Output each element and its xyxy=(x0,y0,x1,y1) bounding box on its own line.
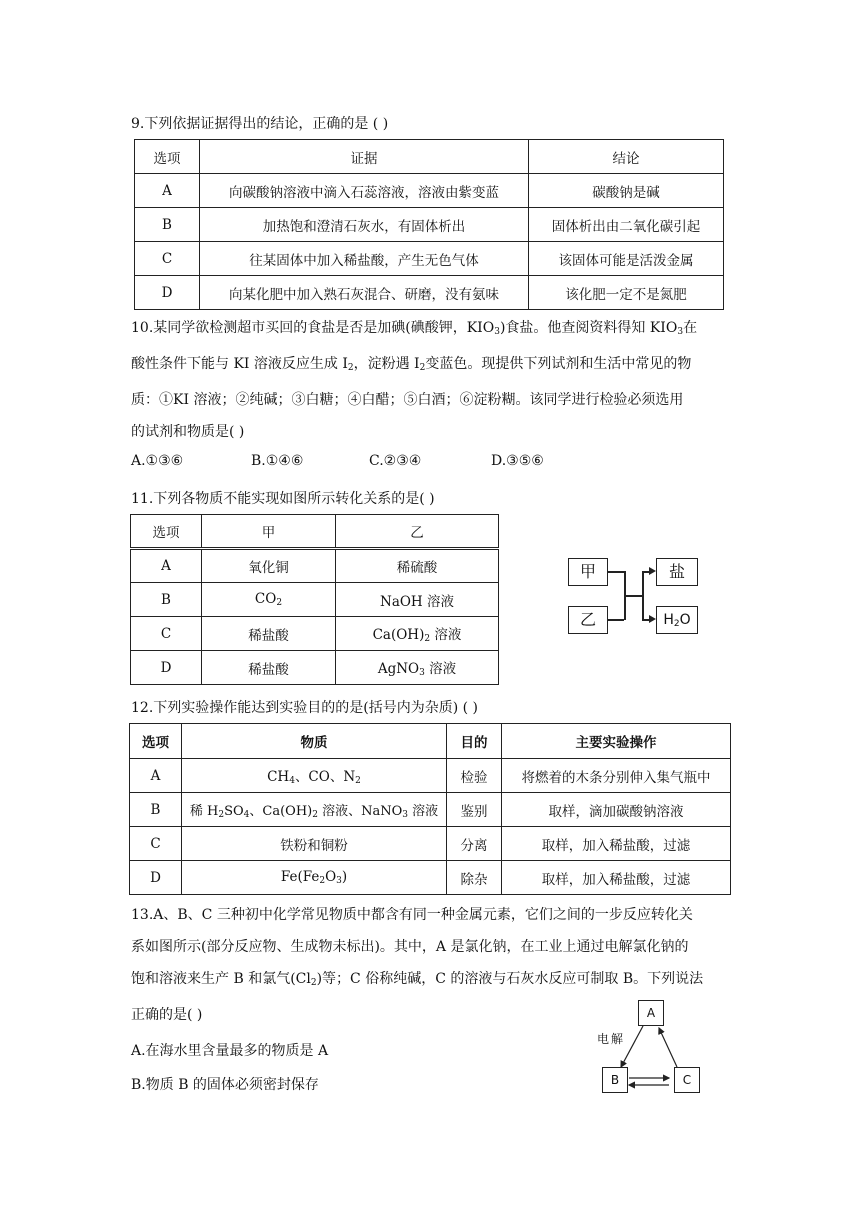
q12-row-b-substance: 稀 $H_2SO_4$、$Ca(OH)_2$ 溶液、NaNO$_3$ 溶液 xyxy=(182,793,447,827)
q10-option-a: A.①③⑥ xyxy=(131,453,184,469)
q11-row-d-option: D xyxy=(131,651,202,685)
q9-row-d-evidence: 向某化肥中加入熟石灰混合、研磨，没有氨味 xyxy=(200,276,529,310)
table-row xyxy=(135,242,724,276)
q12-header-purpose: 目的 xyxy=(447,724,502,759)
q11-row-c-yi: $Ca(OH)_2$ 溶液 xyxy=(336,617,499,651)
q11-row-c-option: C xyxy=(131,617,202,651)
q12-row-c-operation: 取样，加入稀盐酸，过滤 xyxy=(502,827,731,861)
q11-row-c-jia: 稀盐酸 xyxy=(202,617,336,651)
q12-stem: 12.下列实验操作能达到实验目的的是(括号内为杂质) ( ) xyxy=(131,700,479,716)
q12-header-operation: 主要实验操作 xyxy=(502,724,731,759)
q13-box-b: B xyxy=(602,1067,628,1093)
q9-header-option: 选项 xyxy=(135,140,200,174)
table-row xyxy=(131,651,499,685)
q12-header-substance: 物质 xyxy=(182,724,447,759)
q9-row-d-conclusion: 该化肥一定不是氮肥 xyxy=(529,276,724,310)
q11-row-a-yi: 稀硫酸 xyxy=(336,549,499,583)
q12-row-d-operation: 取样，加入稀盐酸，过滤 xyxy=(502,861,731,895)
q9-row-b-option: B xyxy=(135,208,200,242)
q11-box-salt: 盐 xyxy=(656,558,698,586)
q11-diagram xyxy=(560,552,710,642)
q11-header-yi: 乙 xyxy=(336,515,499,549)
q11-row-b-yi: NaOH 溶液 xyxy=(336,583,499,617)
table-row xyxy=(130,759,731,793)
q11-box-yi: 乙 xyxy=(568,606,608,634)
q10-line3: 质：①KI 溶液；②纯碱；③白糖；④白醋；⑤白酒；⑥淀粉糊。该同学进行检验必须选用 xyxy=(131,392,684,408)
q12-table xyxy=(129,723,731,895)
arrow-c-to-a xyxy=(659,1028,677,1067)
q13-label-electrolysis: 电解 xyxy=(597,1032,626,1046)
q11-row-d-yi: AgNO$_3$ 溶液 xyxy=(336,651,499,685)
q12-row-c-purpose: 分离 xyxy=(447,827,502,861)
q11-row-b-option: B xyxy=(131,583,202,617)
table-row xyxy=(135,276,724,310)
table-row xyxy=(130,793,731,827)
q11-stem: 11.下列各物质不能实现如图所示转化关系的是( ) xyxy=(131,491,435,507)
q9-row-c-evidence: 往某固体中加入稀盐酸，产生无色气体 xyxy=(200,242,529,276)
q9-stem: 9.下列依据证据得出的结论，正确的是 ( ) xyxy=(131,116,389,132)
q10-line1: 10.某同学欲检测超市买回的食盐是否是加碘(碘酸钾，$KIO_3$)食盐。他查阅资料得知 $KIO_3$在 xyxy=(131,320,698,337)
q9-row-c-conclusion: 该固体可能是活泼金属 xyxy=(529,242,724,276)
arrow-right-icon xyxy=(649,567,656,575)
table-row xyxy=(131,583,499,617)
q9-row-a-evidence: 向碳酸钠溶液中滴入石蕊溶液，溶液由紫变蓝 xyxy=(200,174,529,208)
q11-row-a-jia: 氧化铜 xyxy=(202,549,336,583)
q9-row-d-option: D xyxy=(135,276,200,310)
q11-row-b-jia: $CO_2$ xyxy=(202,583,336,617)
q12-row-b-purpose: 鉴别 xyxy=(447,793,502,827)
q9-table xyxy=(134,139,724,310)
q9-row-a-conclusion: 碳酸钠是碱 xyxy=(529,174,724,208)
q10-line2: 酸性条件下能与 KI 溶液反应生成 $I_2$，淀粉遇 $I_2$变蓝色。现提供下列试剂和生活中常见的物 xyxy=(131,356,692,373)
q10-line4: 的试剂和物质是( ) xyxy=(131,424,245,440)
q11-line xyxy=(608,619,624,621)
q12-row-b-option: B xyxy=(130,793,182,827)
q13-option-a: A.在海水里含量最多的物质是 A xyxy=(131,1043,329,1059)
q10-text xyxy=(131,312,731,448)
q13-box-a: A xyxy=(638,1000,664,1026)
q9-header-conclusion: 结论 xyxy=(529,140,724,174)
q13-option-b: B.物质 B 的固体必须密封保存 xyxy=(131,1077,319,1093)
q12-row-b-operation: 取样，滴加碳酸钠溶液 xyxy=(502,793,731,827)
q12-row-c-substance: 铁粉和铜粉 xyxy=(182,827,447,861)
q12-row-d-substance: $Fe(Fe_2O_3)$ xyxy=(182,861,447,895)
q12-header-option: 选项 xyxy=(130,724,182,759)
q11-row-a-option: A xyxy=(131,549,202,583)
q11-header-jia: 甲 xyxy=(202,515,336,549)
q11-table xyxy=(130,514,499,685)
q13-line1: 13.A、B、C 三种初中化学常见物质中都含有同一种金属元素，它们之间的一步反应转化关 xyxy=(131,907,693,923)
q9-row-a-option: A xyxy=(135,174,200,208)
q11-line xyxy=(624,595,642,597)
q12-row-a-substance: $CH_4$、CO、$N_2$ xyxy=(182,759,447,793)
q11-line xyxy=(608,571,624,573)
q13-line2: 系如图所示(部分反应物、生成物未标出)。其中，A 是氯化钠，在工业上通过电解氯化钠的 xyxy=(131,939,689,955)
q13-box-c: C xyxy=(674,1067,700,1093)
q13-diagram xyxy=(580,995,710,1099)
q10-option-d: D.③⑤⑥ xyxy=(491,453,544,469)
q10-option-b: B.①④⑥ xyxy=(251,453,304,469)
q9-row-c-option: C xyxy=(135,242,200,276)
q11-row-d-jia: 稀盐酸 xyxy=(202,651,336,685)
table-row xyxy=(135,174,724,208)
q12-row-a-option: A xyxy=(130,759,182,793)
table-row xyxy=(131,617,499,651)
arrow-right-icon xyxy=(649,615,656,623)
q11-box-jia: 甲 xyxy=(568,558,608,586)
q13-line3: 饱和溶液来生产 B 和氯气$(Cl_2)$等；C 俗称纯碱，C 的溶液与石灰水反应可制取 B。下列说法 xyxy=(131,971,704,988)
q10-options xyxy=(131,453,544,469)
q12-row-c-option: C xyxy=(130,827,182,861)
table-row xyxy=(130,861,731,895)
q11-box-water: $H_2O$ xyxy=(656,606,698,634)
table-row xyxy=(131,549,499,583)
q9-row-b-evidence: 加热饱和澄清石灰水，有固体析出 xyxy=(200,208,529,242)
q11-line xyxy=(642,571,644,620)
q12-row-d-purpose: 除杂 xyxy=(447,861,502,895)
q9-header-evidence: 证据 xyxy=(200,140,529,174)
table-row xyxy=(130,827,731,861)
q11-header-option: 选项 xyxy=(131,515,202,549)
q13-line4: 正确的是( ) xyxy=(131,1007,203,1023)
q10-option-c: C.②③④ xyxy=(369,453,422,469)
q12-row-d-option: D xyxy=(130,861,182,895)
q12-row-a-purpose: 检验 xyxy=(447,759,502,793)
table-row xyxy=(135,208,724,242)
q12-row-a-operation: 将燃着的木条分别伸入集气瓶中 xyxy=(502,759,731,793)
q9-row-b-conclusion: 固体析出由二氧化碳引起 xyxy=(529,208,724,242)
